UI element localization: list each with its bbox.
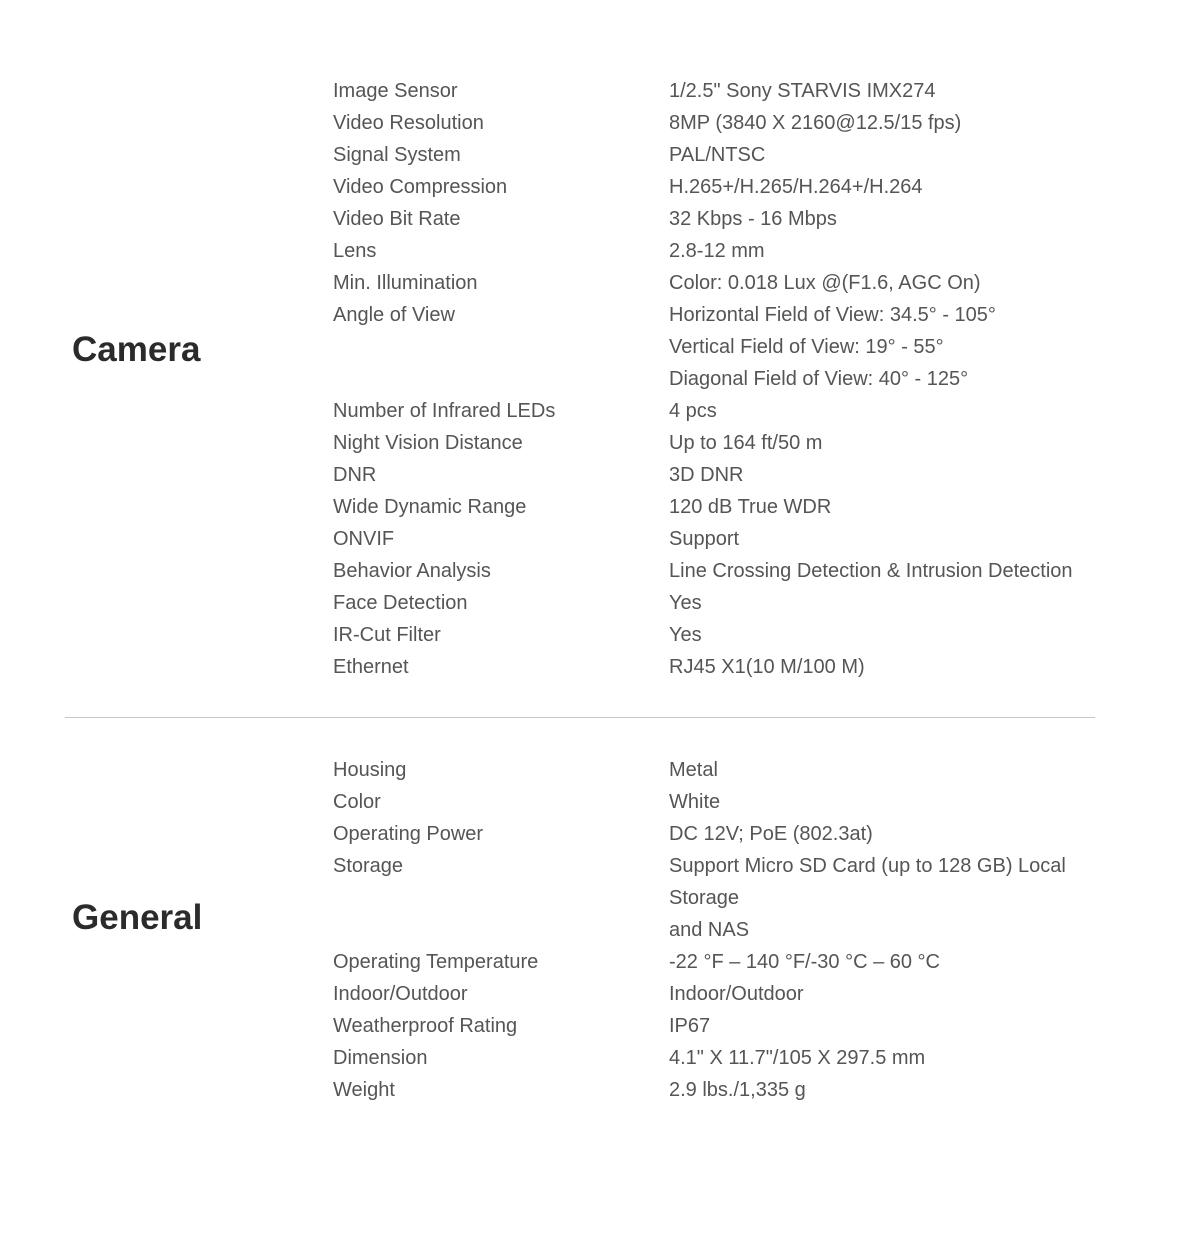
spec-value-line: 1/2.5" Sony STARVIS IMX274 xyxy=(669,80,936,102)
general-spec-table xyxy=(333,754,1193,1106)
spec-value xyxy=(669,587,1139,619)
spec-label: Video Resolution xyxy=(333,112,484,134)
spec-row xyxy=(333,299,1193,395)
spec-value xyxy=(669,1042,1139,1074)
spec-value-line: RJ45 X1(10 M/100 M) xyxy=(669,656,865,678)
spec-row xyxy=(333,75,1193,107)
spec-label: Min. Illumination xyxy=(333,272,478,294)
spec-row xyxy=(333,523,1193,555)
spec-label: Operating Power xyxy=(333,823,484,845)
spec-value-line: and NAS xyxy=(669,919,750,941)
spec-value xyxy=(669,267,1139,299)
spec-value xyxy=(669,75,1139,107)
spec-value xyxy=(669,555,1139,587)
spec-value xyxy=(669,1010,1139,1042)
spec-value xyxy=(669,203,1139,235)
spec-label: DNR xyxy=(333,464,377,486)
spec-label: Storage xyxy=(333,855,404,877)
general-section-title: General xyxy=(72,898,203,937)
spec-value xyxy=(669,850,1139,946)
spec-value xyxy=(669,651,1139,683)
spec-row xyxy=(333,427,1193,459)
spec-value xyxy=(669,139,1139,171)
spec-label: Wide Dynamic Range xyxy=(333,496,527,518)
spec-label: ONVIF xyxy=(333,528,395,550)
spec-label: Image Sensor xyxy=(333,80,458,102)
spec-value xyxy=(669,459,1139,491)
general-section xyxy=(0,754,1200,1101)
spec-value-line: -22 °F – 140 °F/-30 °C – 60 °C xyxy=(669,951,940,973)
spec-row xyxy=(333,171,1193,203)
spec-value-line: IP67 xyxy=(669,1015,711,1037)
spec-row xyxy=(333,107,1193,139)
spec-row xyxy=(333,619,1193,651)
spec-label: Housing xyxy=(333,759,407,781)
spec-label: Indoor/Outdoor xyxy=(333,983,468,1005)
spec-value-line: 32 Kbps - 16 Mbps xyxy=(669,208,837,230)
spec-label: Video Bit Rate xyxy=(333,208,461,230)
spec-label: Weight xyxy=(333,1079,395,1101)
spec-value-line: Horizontal Field of View: 34.5° - 105° xyxy=(669,304,996,326)
spec-label: Dimension xyxy=(333,1047,428,1069)
spec-row xyxy=(333,786,1193,818)
spec-value-line: 120 dB True WDR xyxy=(669,496,832,518)
spec-row xyxy=(333,946,1193,978)
spec-value-line: Yes xyxy=(669,624,702,646)
spec-value xyxy=(669,299,1139,395)
spec-row xyxy=(333,235,1193,267)
spec-value xyxy=(669,235,1139,267)
spec-label: Ethernet xyxy=(333,656,409,678)
spec-row xyxy=(333,754,1193,786)
spec-value xyxy=(669,107,1139,139)
spec-label: Signal System xyxy=(333,144,461,166)
spec-row xyxy=(333,139,1193,171)
spec-row xyxy=(333,1010,1193,1042)
spec-row xyxy=(333,1042,1193,1074)
spec-value xyxy=(669,523,1139,555)
spec-value-line: H.265+/H.265/H.264+/H.264 xyxy=(669,176,923,198)
spec-row xyxy=(333,395,1193,427)
spec-label: Weatherproof Rating xyxy=(333,1015,518,1037)
spec-row xyxy=(333,818,1193,850)
spec-row xyxy=(333,587,1193,619)
spec-value-line: Metal xyxy=(669,759,718,781)
spec-label: Video Compression xyxy=(333,176,508,198)
spec-value xyxy=(669,818,1139,850)
spec-value-line: White xyxy=(669,791,721,813)
spec-row xyxy=(333,850,1193,946)
spec-value-line: Line Crossing Detection & Intrusion Detection xyxy=(669,560,1073,582)
section-divider xyxy=(65,717,1095,718)
spec-value xyxy=(669,171,1139,203)
spec-label: Angle of View xyxy=(333,304,455,326)
spec-value xyxy=(669,786,1139,818)
spec-value-line: Support xyxy=(669,528,740,550)
spec-value xyxy=(669,1074,1139,1106)
spec-row xyxy=(333,459,1193,491)
spec-value xyxy=(669,491,1139,523)
spec-value-line: Support Micro SD Card (up to 128 GB) Local Storage xyxy=(669,855,1066,909)
spec-value-line: Yes xyxy=(669,592,702,614)
spec-row xyxy=(333,491,1193,523)
spec-value-line: Indoor/Outdoor xyxy=(669,983,804,1005)
camera-section xyxy=(0,75,1200,685)
spec-row xyxy=(333,555,1193,587)
spec-label: Behavior Analysis xyxy=(333,560,491,582)
spec-label: Operating Temperature xyxy=(333,951,539,973)
spec-label: Night Vision Distance xyxy=(333,432,523,454)
spec-value xyxy=(669,978,1139,1010)
spec-value-line: PAL/NTSC xyxy=(669,144,766,166)
spec-value-line: 2.9 lbs./1,335 g xyxy=(669,1079,806,1101)
spec-value xyxy=(669,754,1139,786)
spec-row xyxy=(333,1074,1193,1106)
spec-label: Lens xyxy=(333,240,377,262)
spec-value-line: Diagonal Field of View: 40° - 125° xyxy=(669,368,969,390)
spec-value-line: 4.1" X 11.7"/105 X 297.5 mm xyxy=(669,1047,926,1069)
spec-value xyxy=(669,427,1139,459)
spec-label: Color xyxy=(333,791,381,813)
spec-label: Number of Infrared LEDs xyxy=(333,400,556,422)
spec-value xyxy=(669,619,1139,651)
spec-row xyxy=(333,651,1193,683)
spec-value xyxy=(669,395,1139,427)
spec-value-line: 8MP (3840 X 2160@12.5/15 fps) xyxy=(669,112,962,134)
spec-value-line: 3D DNR xyxy=(669,464,744,486)
spec-row xyxy=(333,267,1193,299)
spec-row xyxy=(333,978,1193,1010)
spec-value-line: 4 pcs xyxy=(669,400,717,422)
spec-row xyxy=(333,203,1193,235)
spec-value-line: Vertical Field of View: 19° - 55° xyxy=(669,336,944,358)
spec-value-line: Color: 0.018 Lux @(F1.6, AGC On) xyxy=(669,272,981,294)
spec-label: Face Detection xyxy=(333,592,468,614)
camera-section-title: Camera xyxy=(72,330,201,369)
spec-value xyxy=(669,946,1139,978)
spec-label: IR-Cut Filter xyxy=(333,624,441,646)
spec-value-line: DC 12V; PoE (802.3at) xyxy=(669,823,873,845)
camera-spec-table xyxy=(333,75,1193,683)
spec-value-line: 2.8-12 mm xyxy=(669,240,765,262)
spec-value-line: Up to 164 ft/50 m xyxy=(669,432,823,454)
